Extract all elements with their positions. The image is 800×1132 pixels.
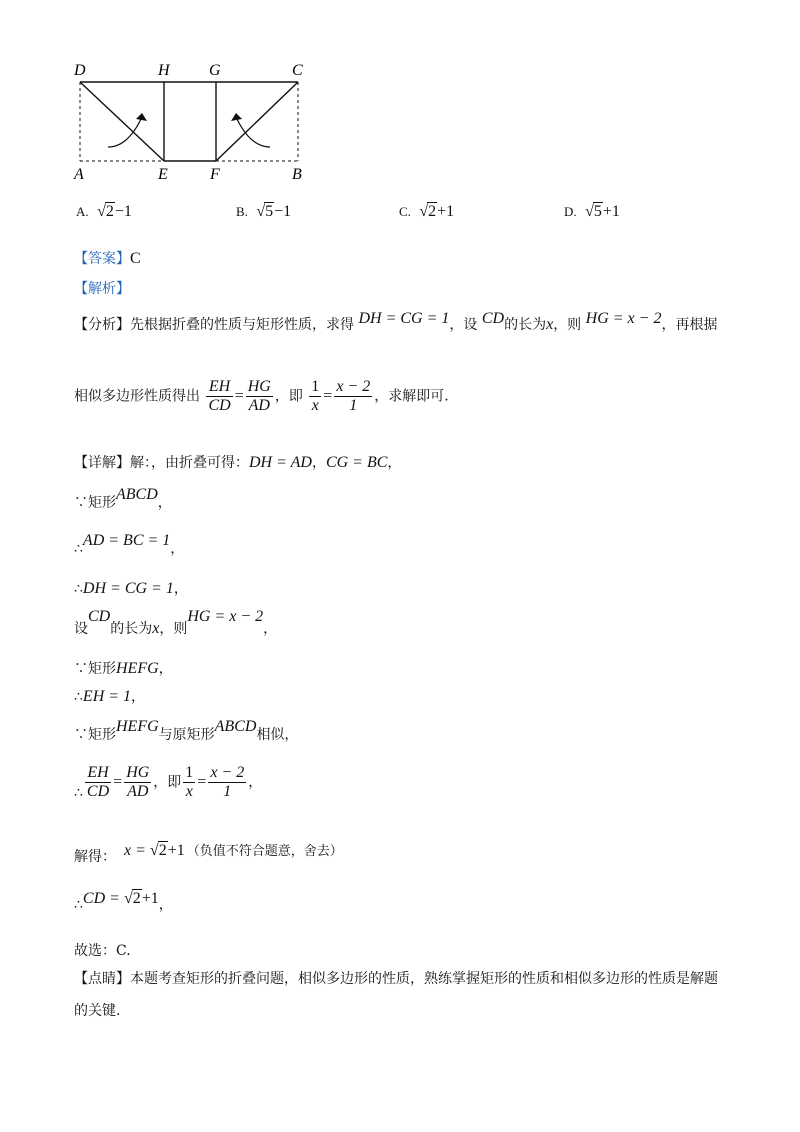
detail-line-11: ∴CD = √2+1，	[74, 890, 173, 913]
label-B: B	[292, 166, 302, 183]
folding-diagram	[60, 55, 320, 185]
fold-arrow-left	[108, 117, 142, 147]
dianjing-line-1: 【点睛】本题考查矩形的折叠问题，相似多边形的性质，熟练掌握矩形的性质和相似多边形的性质是解题	[74, 971, 718, 987]
detail-line-6: ∵矩形HEFG，	[74, 660, 173, 677]
answer-value: C	[130, 250, 141, 267]
label-F: F	[210, 166, 220, 183]
fold-arrowhead-right	[231, 113, 242, 121]
option-c[interactable]: C. √2+1	[399, 203, 455, 220]
label-A: A	[74, 166, 84, 183]
fold-arrow-right	[236, 117, 270, 147]
label-E: E	[158, 166, 168, 183]
label-H: H	[158, 62, 170, 79]
detail-line-5: 设CD的长为x，则HG = x − 2，	[74, 608, 278, 637]
line-CF	[216, 82, 298, 161]
analysis-tag: 【解析】	[74, 281, 130, 297]
detail-line-9: ∴ $\frac{EH}{CD}$ = $\frac{HG}{AD}$ ，即 $\frac{1}{x}$ = $\frac{x - 2}{1}$ ，	[74, 764, 263, 801]
label-C: C	[292, 62, 303, 79]
option-a[interactable]: A. √2−1	[76, 203, 132, 220]
line-DE	[80, 82, 164, 161]
detail-line-10: 解得： x = √2+1 （负值不符合题意，舍去）	[74, 842, 343, 865]
detail-line-2: ∵矩形ABCD，	[74, 486, 172, 511]
detail-conclusion: 故选：C.	[74, 943, 131, 959]
option-d[interactable]: D. √5+1	[564, 203, 620, 220]
detail-line-3: ∴AD = BC = 1，	[74, 532, 185, 557]
detail-line-4: ∴DH = CG = 1，	[74, 580, 188, 597]
fenxi-line-1: 【分析】先根据折叠的性质与矩形性质，求得 DH = CG = 1，设 CD的长为x，则 HG = x − 2，再根据	[74, 310, 718, 333]
answer-tag: 【答案】	[74, 251, 130, 267]
detail-line-1: 【详解】解：，由折叠可得：DH = AD，CG = BC，	[74, 454, 402, 471]
label-G: G	[209, 62, 221, 79]
fenxi-line-2: 相似多边形性质得出 $\frac{EH}{CD}$ = $\frac{HG}{AD}$ ，即 $\frac{1}{x}$ = $\frac{x - 2}{1}$ ，求解即可.	[74, 378, 449, 414]
label-D: D	[74, 62, 86, 79]
detail-line-7: ∴EH = 1，	[74, 688, 146, 705]
option-b[interactable]: B. √5−1	[236, 203, 292, 220]
dianjing-line-2: 的关键.	[74, 1003, 121, 1019]
fold-arrowhead-left	[136, 113, 147, 121]
detail-line-8: ∵矩形HEFG与原矩形ABCD相似，	[74, 718, 299, 743]
answer-line	[74, 248, 141, 268]
